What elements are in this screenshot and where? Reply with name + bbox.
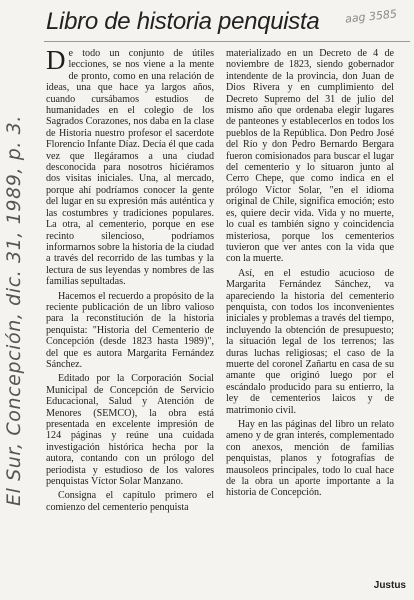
title-divider xyxy=(44,41,410,42)
paragraph-7: Hay en las páginas del libro un relato ameno y de gran interés, complementado con anexos, mención de familias penquistas, planos y fotografías de mausoleos principales, todo lo cual hace de la obra un aporte importante a la historia de Concepción. xyxy=(226,419,394,499)
paragraph-5: materializado en un Decreto de 4 de noviembre de 1823, siendo gobernador intendente de la provincia, don Juan de Dios Rivera y en cumplimiento del Decreto Supremo del 31 de julio del mismo año que ordenaba elegir lugares de panteones y establecerlos en todos los pueblos de la República. Don Pedro José del Río y don Pedro Bernardo Bergara fueron comisionados para buscar el lugar del cementerio y lo situaron junto al Cerro Chepe, que como indica en el prólogo Víctor Solar, "en el idioma original de Chile, significa emoción; esto es, quiere decir vida. Vida y no muerte, lo cual es también signo y coincidencia misteriosa, porque los cementerios tuvieron que ver antes con la vida que con la muerte. xyxy=(226,48,394,265)
article-title: Libro de historia penquista xyxy=(46,8,320,35)
handwritten-margin-note: El Sur, Concepción, dic. 31, 1989, p. 3. xyxy=(3,115,25,506)
paragraph-3: Editado por la Corporación Social Municipal de Concepción de Servicio Educacional, Salud y Atención de Menores (SEMCO), la obra está presentada en excelente impresión de 124 páginas y reúne una cuidada investigación histórica hecha por la autora, contando con un prólogo del periodista y estudioso de los valores penquistas Víctor Solar Manzano. xyxy=(46,373,214,488)
article-left-column xyxy=(46,45,214,513)
archive-stamp: aag 3585 xyxy=(344,7,398,26)
paragraph-2: Hacemos el recuerdo a propósito de la reciente publicación de un libro valioso para la reconstitución de la historia penquista: "Historia del Cementerio de Concepción (desde 1823 hasta 1989)", del que es autora Margarita Fernández Sánchez. xyxy=(46,290,214,370)
article-right-column xyxy=(226,48,394,499)
paragraph-1: De todo un conjunto de útiles lecciones, se nos viene a la mente de pronto, como en una relación de ideas, una que hace ya largos años, cuando cursábamos estudios de humanidades en el colegio de los Sagrados Corazones, nos daba en la clase de Historia nuestro profesor el sacerdote Florencio Infante Díaz. Decía él que cada vez que llegáramos a una ciudad desconocida para nosotros hiciéramos dos visitas iniciales. Una, al mercado, porque ahí podríamos conocer la gente del lugar en su expresión más auténtica y las costumbres y tradiciones populares. La otra, al cementerio, porque en ese recinto silencioso, podríamos informarnos sobre la historia de la ciudad a través del recorrido de las tumbas y la lectura de sus leyendas y nombres de las familias sepultadas. xyxy=(46,45,214,288)
author-signature: Justus xyxy=(373,580,406,591)
paragraph-4: Consigna el capítulo primero el comienzo del cementerio penquista xyxy=(46,490,214,513)
paragraph-6: Así, en el estudio acucioso de Margarita Fernández Sánchez, va apareciendo la historia del cementerio penquista, con todos los inconvenientes iniciales y problemas a través del tiempo, incluyendo la obtención de presupuesto; la situación legal de los terrenos; las duras luchas religiosas; el caso de la muerte del coronel Zañartu en casa de su amante que originó luego por el escándalo producido para su entierro, la ley de cementerios laicos y de matrimonio civil. xyxy=(226,267,394,416)
drop-cap: D xyxy=(46,45,66,75)
